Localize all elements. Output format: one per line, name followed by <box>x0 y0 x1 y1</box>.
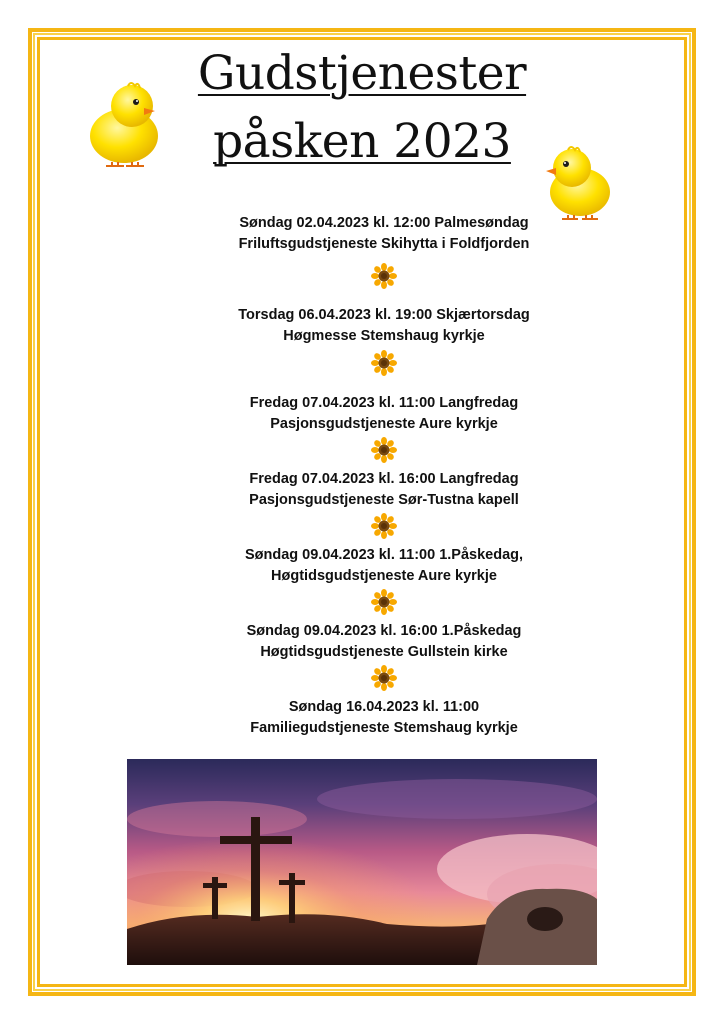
sunflower-icon <box>371 589 397 615</box>
sunflower-icon <box>371 350 397 376</box>
service-entry <box>120 469 648 511</box>
service-location-line: Familiegudstjeneste Stemshaug kyrkje <box>250 720 518 736</box>
service-entry <box>120 697 648 739</box>
service-date-line: Fredag 07.04.2023 kl. 16:00 Langfredag <box>249 471 519 487</box>
easter-chick-icon <box>84 78 164 168</box>
service-location-line: Høgtidsgudstjeneste Gullstein kirke <box>260 644 508 660</box>
sunflower-icon <box>371 263 397 289</box>
service-date-line: Søndag 09.04.2023 kl. 11:00 1.Påskedag, <box>244 547 524 563</box>
sunflower-icon <box>371 513 397 539</box>
easter-chick-icon <box>542 142 614 222</box>
service-location-line: Pasjonsgudstjeneste Aure kyrkje <box>270 416 498 432</box>
service-entry <box>120 545 648 587</box>
service-date-line: Torsdag 06.04.2023 kl. 19:00 Skjærtorsdag <box>238 307 530 323</box>
service-entry <box>120 393 648 435</box>
service-location-line: Høgtidsgudstjeneste Aure kyrkje <box>271 568 497 584</box>
service-entry <box>120 213 648 255</box>
sunflower-icon <box>371 437 397 463</box>
service-date-line: Søndag 02.04.2023 kl. 12:00 Palmesøndag <box>239 215 529 231</box>
service-date-line: Søndag 16.04.2023 kl. 11:00 <box>288 699 480 715</box>
service-location-line: Friluftsgudstjeneste Skihytta i Foldfjorden <box>238 236 530 252</box>
service-entry <box>120 305 648 347</box>
sunflower-icon <box>371 665 397 691</box>
service-location-line: Høgmesse Stemshaug kyrkje <box>283 328 485 344</box>
service-location-line: Pasjonsgudstjeneste Sør-Tustna kapell <box>249 492 519 508</box>
service-date-line: Fredag 07.04.2023 kl. 11:00 Langfredag <box>249 395 519 411</box>
service-date-line: Søndag 09.04.2023 kl. 16:00 1.Påskedag <box>246 623 522 639</box>
three-crosses-sunset-image <box>127 759 597 965</box>
service-entry <box>120 621 648 663</box>
title-line-2: påsken 2023 <box>213 114 511 169</box>
title-line-1: Gudstjenester <box>197 46 527 101</box>
